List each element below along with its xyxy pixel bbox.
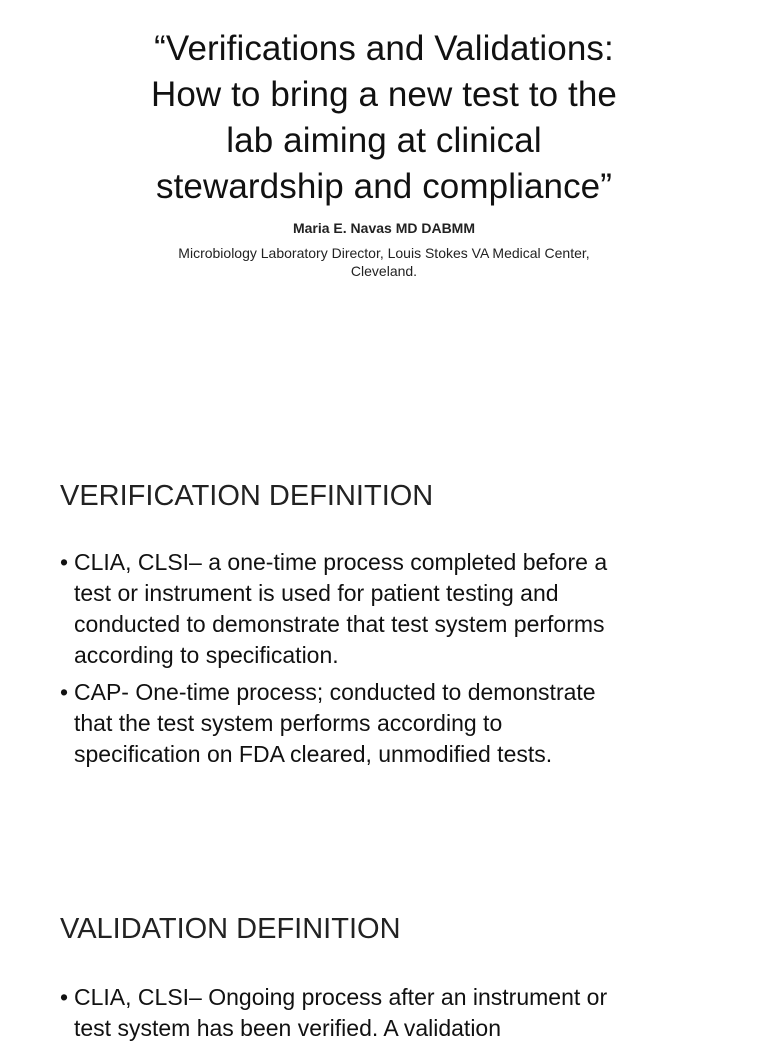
slide-title-line: How to bring a new test to the: [150, 75, 618, 114]
bullet-line: CLIA, CLSI– a one-time process completed before a: [74, 549, 608, 575]
bullet-line: CAP- One-time process; conducted to demonstrate: [74, 679, 596, 705]
bullet-marker: •: [60, 984, 69, 1010]
slide-title-line: stewardship and compliance”: [156, 167, 612, 206]
slide-title-line: “Verifications and Validations:: [154, 29, 614, 68]
verification-bullet-list: [60, 547, 720, 770]
bullet-line: test system has been verified. A validation: [74, 1015, 502, 1041]
author-affiliation: [0, 244, 768, 280]
bullet-item: [60, 982, 720, 1044]
bullet-line: specification on FDA cleared, unmodified tests.: [74, 741, 553, 767]
bullet-line: according to specification.: [74, 642, 339, 668]
bullet-line: that the test system performs according to: [74, 710, 503, 736]
bullet-marker: •: [60, 549, 69, 575]
validation-section: [60, 911, 720, 1044]
slide-title-line: lab aiming at clinical: [226, 121, 542, 160]
verification-heading: VERIFICATION DEFINITION: [60, 480, 434, 512]
author-name: Maria E. Navas MD DABMM: [292, 220, 476, 236]
bullet-item: [60, 677, 720, 770]
validation-heading: VALIDATION DEFINITION: [60, 913, 401, 945]
affiliation-line: Microbiology Laboratory Director, Louis Stokes VA Medical Center,: [178, 245, 590, 261]
affiliation-line: Cleveland.: [350, 263, 418, 279]
verification-section: [60, 478, 720, 770]
bullet-line: CLIA, CLSI– Ongoing process after an instrument or: [74, 984, 608, 1010]
bullet-line: conducted to demonstrate that test system performs: [74, 611, 605, 637]
bullet-marker: •: [60, 679, 69, 705]
validation-bullet-list: [60, 982, 720, 1044]
title-slide: [0, 26, 768, 280]
bullet-line: test or instrument is used for patient testing and: [74, 580, 559, 606]
bullet-item: [60, 547, 720, 671]
